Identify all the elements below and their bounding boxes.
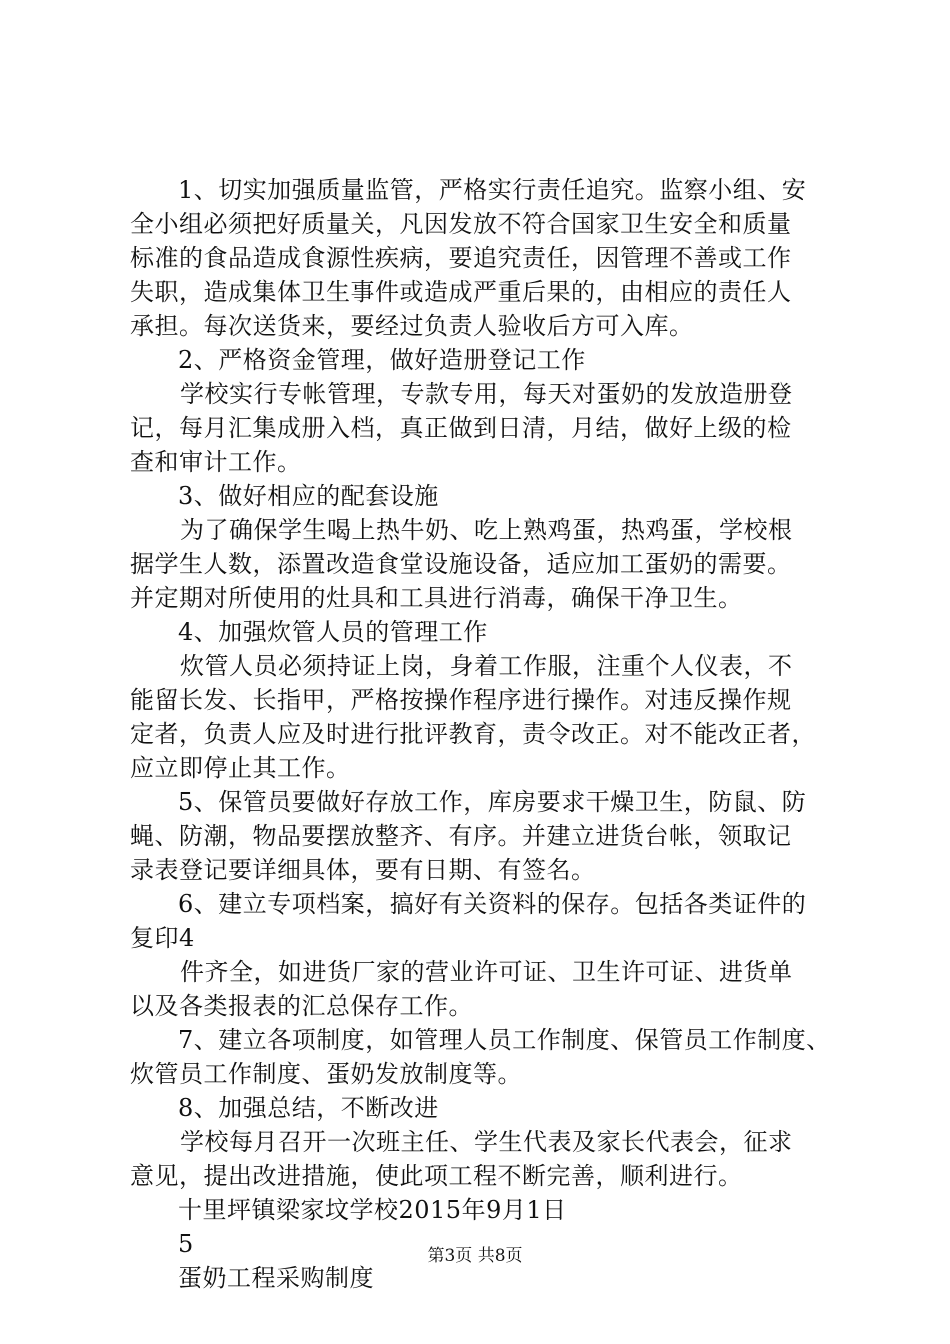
paragraph-line: 6、建立专项档案，搞好有关资料的保存。包括各类证件的	[178, 890, 807, 918]
paragraph-line: 定者，负责人应及时进行批评教育，责令改正。对不能改正者，	[130, 720, 816, 748]
paragraph-line: 失职，造成集体卫生事件或造成严重后果的，由相应的责任人	[130, 278, 792, 306]
section-heading: 3、做好相应的配套设施	[178, 482, 439, 510]
paragraph-line: 7、建立各项制度，如管理人员工作制度、保管员工作制度、	[178, 1026, 831, 1054]
document-body	[130, 173, 850, 1295]
section-heading: 8、加强总结，不断改进	[178, 1094, 439, 1122]
paragraph-line: 蝇、防潮，物品要摆放整齐、有序。并建立进货台帐，领取记	[130, 822, 792, 850]
paragraph-line: 1、切实加强质量监管，严格实行责任追究。监察小组、安	[178, 176, 807, 204]
paragraph-line: 能留长发、长指甲，严格按操作程序进行操作。对违反操作规	[130, 686, 792, 714]
paragraph-line: 复印4	[130, 924, 195, 952]
section-heading: 4、加强炊管人员的管理工作	[178, 618, 488, 646]
signature-line: 十里坪镇梁家坟学校2015年9月1日	[178, 1196, 567, 1224]
paragraph-line: 查和审计工作。	[130, 448, 302, 476]
paragraph-line: 学校实行专帐管理，专款专用，每天对蛋奶的发放造册登	[180, 380, 793, 408]
paragraph-line: 记，每月汇集成册入档，真正做到日清，月结，做好上级的检	[130, 414, 792, 442]
paragraph-line: 为了确保学生喝上热牛奶、吃上熟鸡蛋，热鸡蛋，学校根	[180, 516, 793, 544]
paragraph-line: 标准的食品造成食源性疾病，要追究责任，因管理不善或工作	[130, 244, 792, 272]
page-marker: 5	[178, 1230, 194, 1258]
paragraph-line: 件齐全，如进货厂家的营业许可证、卫生许可证、进货单	[180, 958, 793, 986]
paragraph-line: 全小组必须把好质量关，凡因发放不符合国家卫生安全和质量	[130, 210, 792, 238]
section-heading: 2、严格资金管理，做好造册登记工作	[178, 346, 586, 374]
paragraph-line: 意见，提出改进措施，使此项工程不断完善，顺利进行。	[130, 1162, 743, 1190]
paragraph-line: 5、保管员要做好存放工作，库房要求干燥卫生，防鼠、防	[178, 788, 807, 816]
paragraph-line: 承担。每次送货来，要经过负责人验收后方可入库。	[130, 312, 694, 340]
page-footer: 第3页 共8页	[427, 1246, 523, 1266]
paragraph-line: 以及各类报表的汇总保存工作。	[130, 992, 473, 1020]
paragraph-line: 并定期对所使用的灶具和工具进行消毒，确保干净卫生。	[130, 584, 743, 612]
paragraph-line: 学校每月召开一次班主任、学生代表及家长代表会，征求	[180, 1128, 793, 1156]
paragraph-line: 炊管员工作制度、蛋奶发放制度等。	[130, 1060, 522, 1088]
paragraph-line: 录表登记要详细具体，要有日期、有签名。	[130, 856, 596, 884]
paragraph-line: 据学生人数，添置改造食堂设施设备，适应加工蛋奶的需要。	[130, 550, 792, 578]
section-title: 蛋奶工程采购制度	[178, 1264, 374, 1292]
paragraph-line: 应立即停止其工作。	[130, 754, 351, 782]
paragraph-line: 炊管人员必须持证上岗，身着工作服，注重个人仪表，不	[180, 652, 793, 680]
